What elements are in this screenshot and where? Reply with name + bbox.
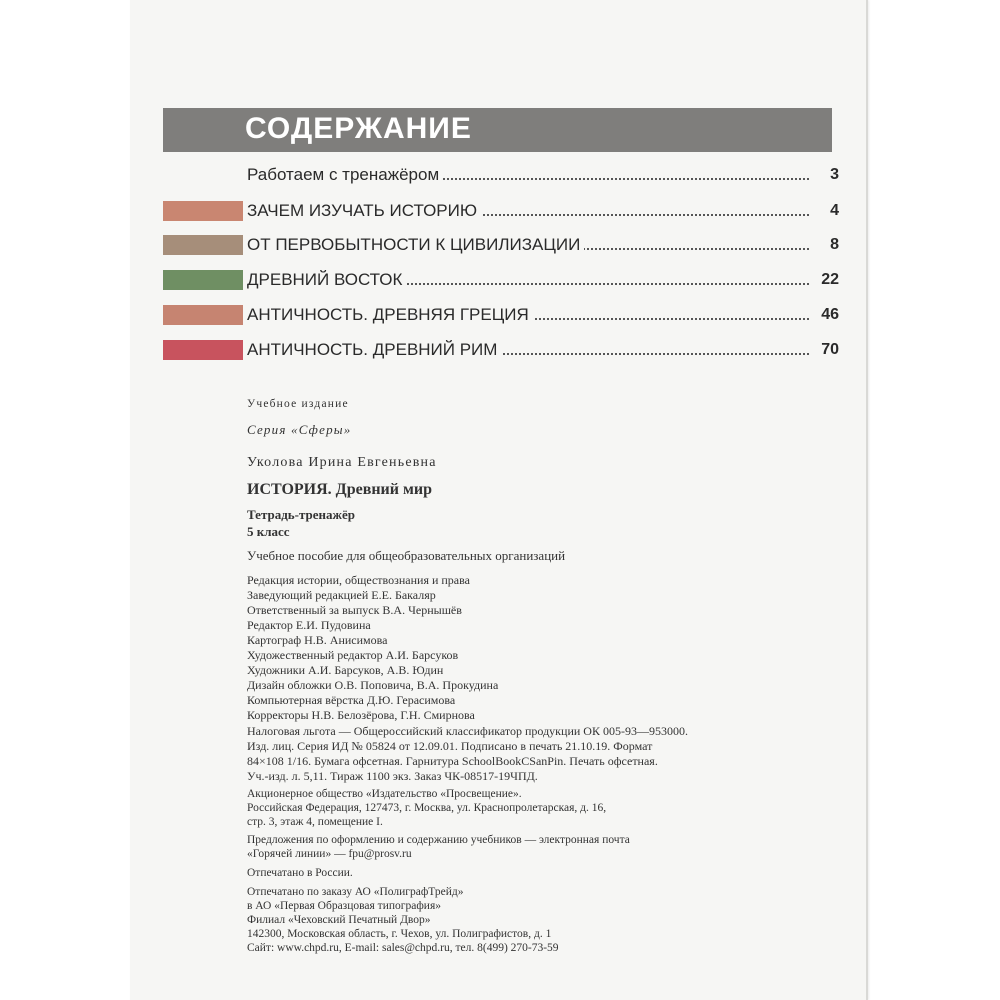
suggestions-line: «Горячей линии» — fpu@prosv.ru [247,848,412,860]
toc-entry [163,303,839,327]
edition-type: Учебное издание [247,398,349,410]
toc-color-bar [163,340,243,360]
printer-line: Сайт: www.chpd.ru, E-mail: sales@chpd.ru, тел. 8(499) 270-73-59 [247,942,559,954]
toc-color-bar [163,235,243,255]
toc-entry-page: 3 [830,166,839,183]
printer-line: Филиал «Чеховский Печатный Двор» [247,914,431,926]
suggestions-line: Предложения по оформлению и содержанию учебников — электронная почта [247,834,630,846]
credit-line: Редактор Е.И. Пудовина [247,618,371,632]
book-subtitle: Тетрадь-тренажёр [247,507,355,522]
tax-line: Налоговая льгота — Общероссийский классификатор продукции ОК 005-93—953000. [247,724,688,738]
toc-entry-label: Работаем с тренажёром [247,163,443,187]
publisher-line: Российская Федерация, 127473, г. Москва, ул. Краснопролетарская, д. 16, [247,802,607,814]
toc-entry [163,338,839,362]
book-purpose: Учебное пособие для общеобразовательных организаций [247,548,566,563]
tax-line: 84×108 1/16. Бумага офсетная. Гарнитура SchoolBookCSanPin. Печать офсетная. [247,754,658,768]
toc-entry-label: ЗАЧЕМ ИЗУЧАТЬ ИСТОРИЮ [247,199,481,223]
toc-entry-label: АНТИЧНОСТЬ. ДРЕВНИЙ РИМ [247,338,501,362]
toc-entry-page: 8 [830,236,839,253]
credit-line: Картограф Н.В. Анисимова [247,633,388,647]
tax-line: Уч.-изд. л. 5,11. Тираж 1100 экз. Заказ ЧК-08517-19ЧПД. [247,769,538,783]
toc-entry-page: 4 [830,202,839,219]
author-name: Уколова Ирина Евгеньевна [247,455,437,470]
credit-line: Компьютерная вёрстка Д.Ю. Герасимова [247,693,456,707]
tax-line: Изд. лиц. Серия ИД № 05824 от 12.09.01. Подписано в печать 21.10.19. Формат [247,739,653,753]
toc-entry [163,163,839,187]
printer-line: 142300, Московская область, г. Чехов, ул. Полиграфистов, д. 1 [247,928,552,940]
printed-in: Отпечатано в России. [247,867,353,879]
publisher-line: стр. 3, этаж 4, помещение I. [247,816,383,828]
credit-line: Художественный редактор А.И. Барсуков [247,648,459,662]
toc-entry-page: 70 [821,341,839,358]
book-title: ИСТОРИЯ. Древний мир [247,481,432,498]
printer-line: в АО «Первая Образцовая типография» [247,900,441,912]
series-name: Серия «Сферы» [247,422,352,437]
toc-entry-label: ОТ ПЕРВОБЫТНОСТИ К ЦИВИЛИЗАЦИИ [247,233,584,257]
toc-entry [163,199,839,223]
toc-entry-page: 22 [821,271,839,288]
toc-entry [163,233,839,257]
page-edge [866,0,868,1000]
toc-color-bar [163,270,243,290]
toc-color-bar [163,305,243,325]
publisher-line: Акционерное общество «Издательство «Просвещение». [247,788,522,800]
toc-entry-label: АНТИЧНОСТЬ. ДРЕВНЯЯ ГРЕЦИЯ [247,303,533,327]
credit-line: Корректоры Н.В. Белозёрова, Г.Н. Смирнова [247,708,475,722]
credit-line: Редакция истории, обществознания и права [247,573,470,587]
credit-line: Художники А.И. Барсуков, А.В. Юдин [247,663,444,677]
grade: 5 класс [247,524,290,539]
credit-line: Заведующий редакцией Е.Е. Бакаляр [247,588,436,602]
credit-line: Дизайн обложки О.В. Поповича, В.А. Прокудина [247,678,499,692]
printer-line: Отпечатано по заказу АО «ПолиграфТрейд» [247,886,464,898]
credit-line: Ответственный за выпуск В.А. Чернышёв [247,603,462,617]
toc-entry-label: ДРЕВНИЙ ВОСТОК [247,268,406,292]
toc-entry [163,268,839,292]
toc-entry-page: 46 [821,306,839,323]
toc-title: СОДЕРЖАНИЕ [245,112,472,145]
toc-color-bar [163,201,243,221]
